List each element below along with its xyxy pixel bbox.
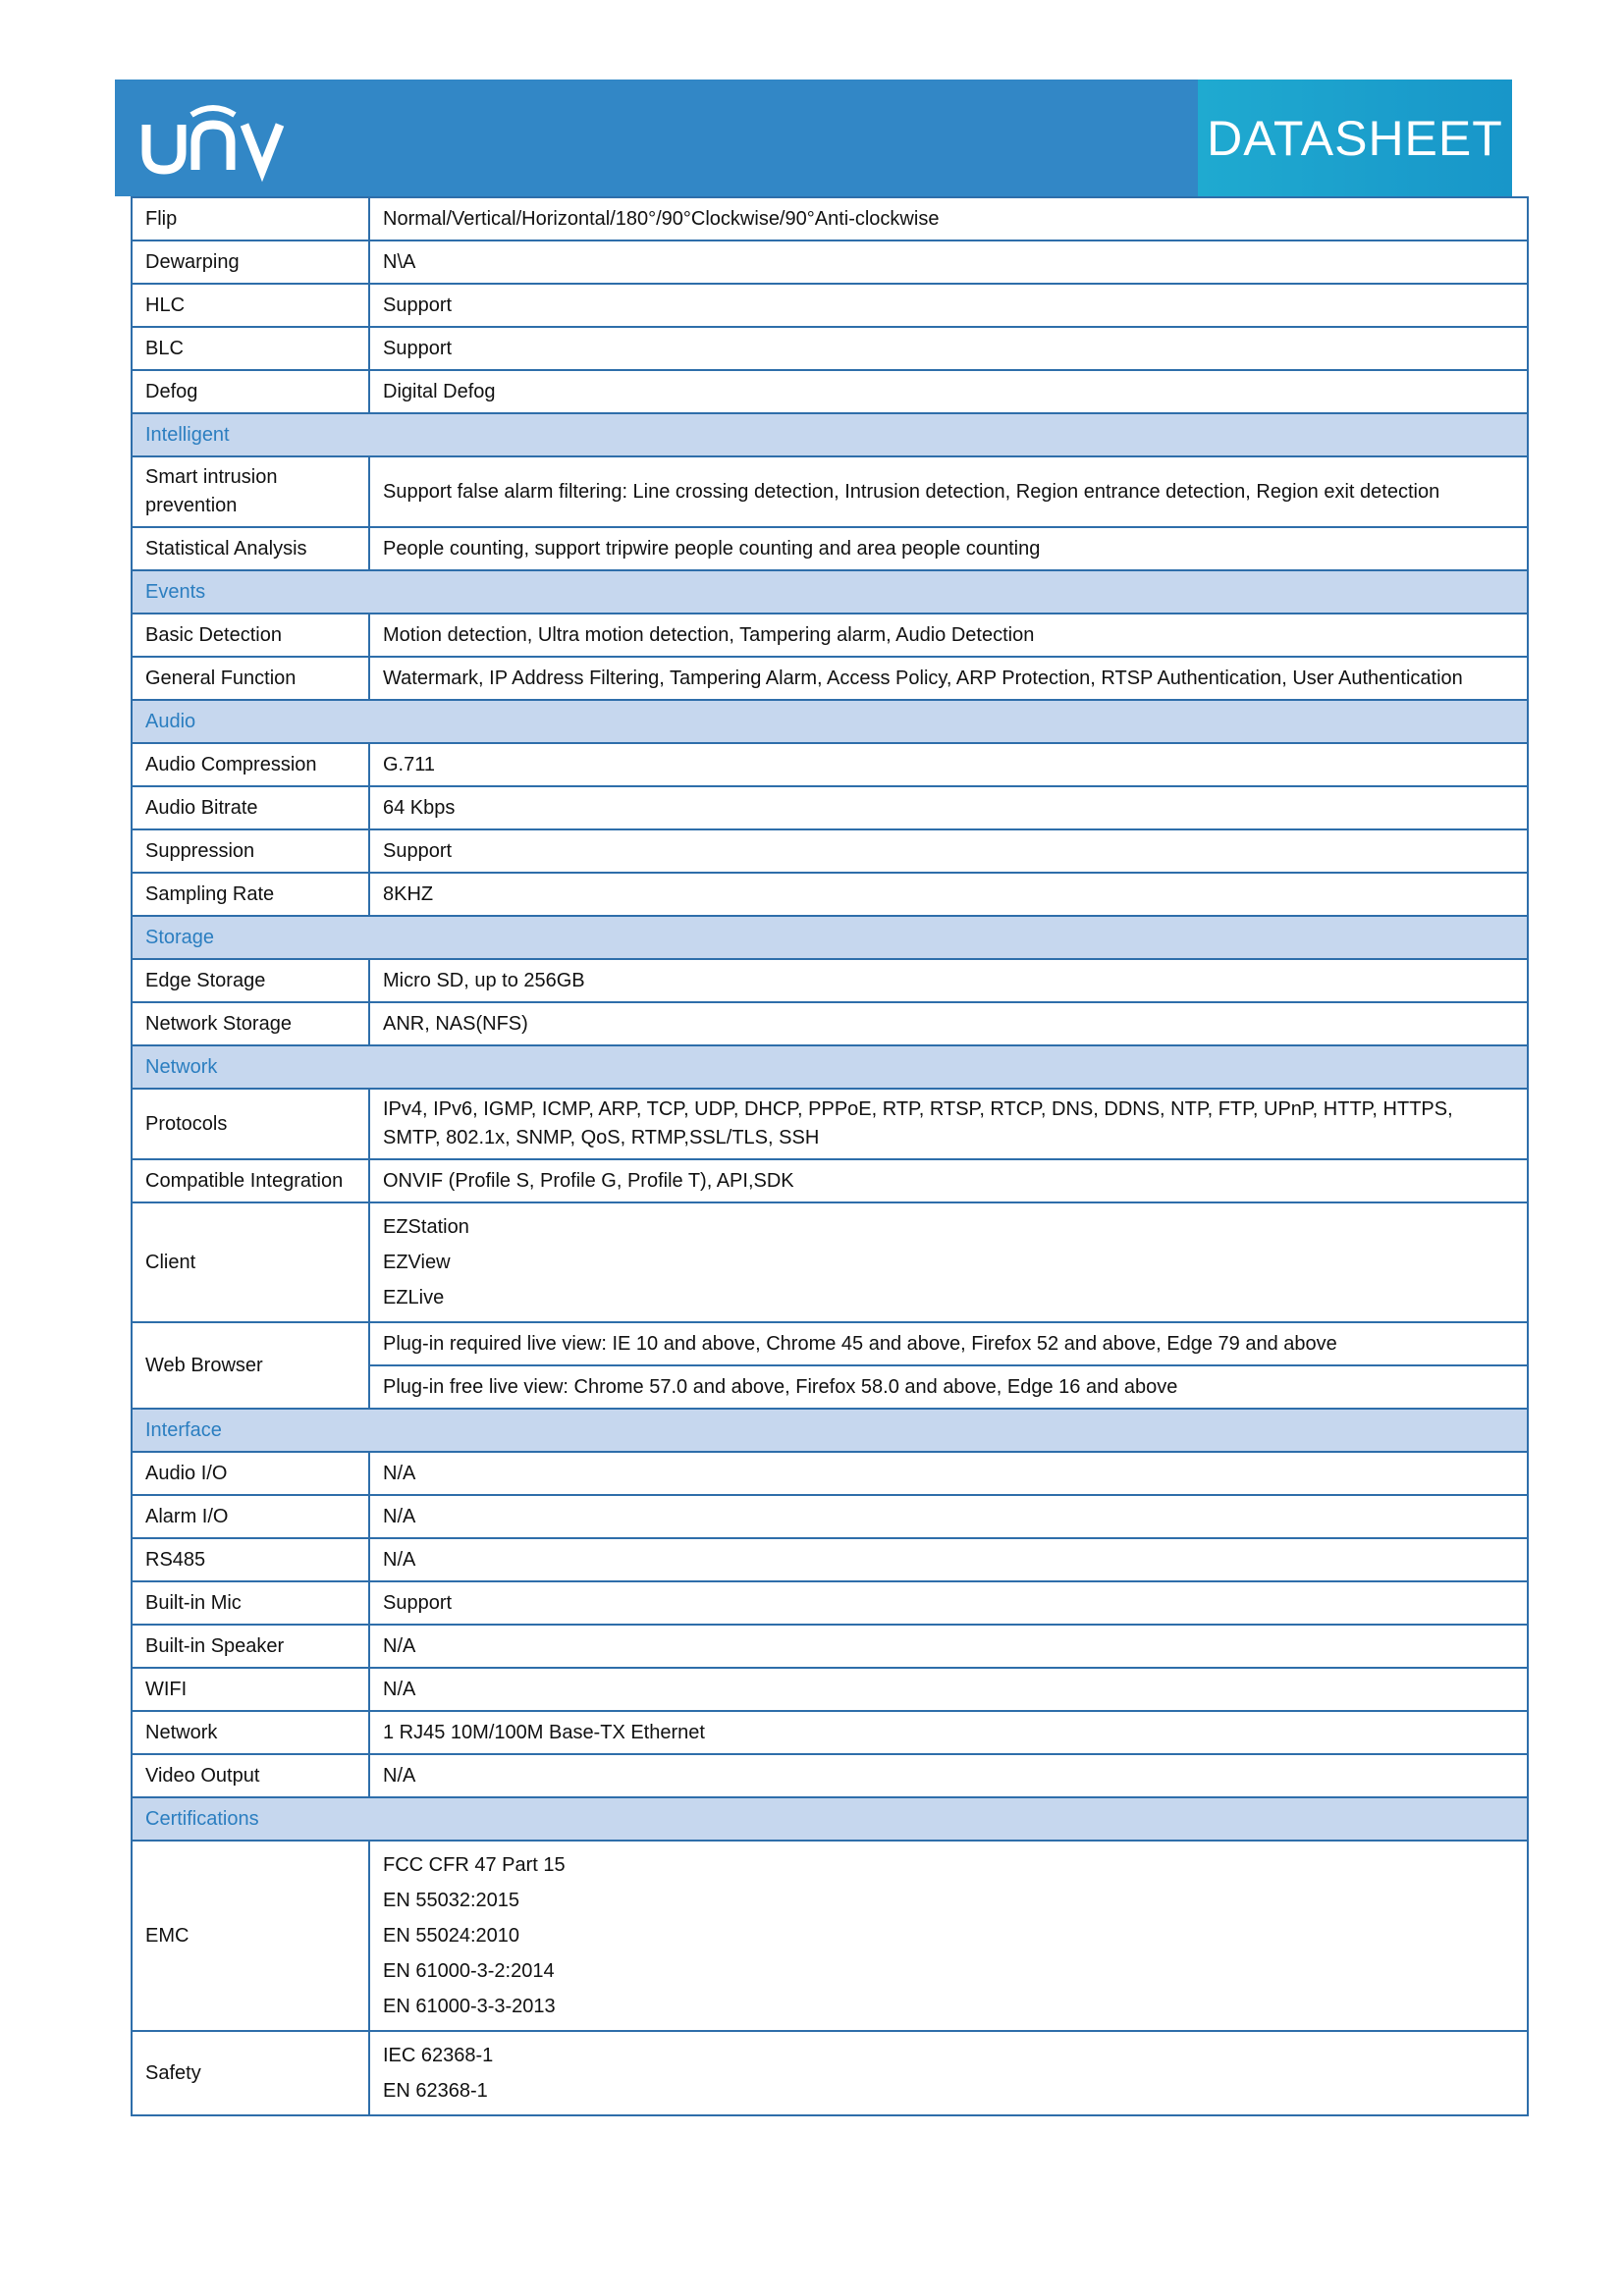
spec-label: Safety bbox=[132, 2031, 369, 2115]
spec-value: Micro SD, up to 256GB bbox=[369, 959, 1528, 1002]
spec-label: EMC bbox=[132, 1841, 369, 2031]
spec-value: N/A bbox=[369, 1452, 1528, 1495]
spec-label: Audio I/O bbox=[132, 1452, 369, 1495]
spec-value: ANR, NAS(NFS) bbox=[369, 1002, 1528, 1045]
table-row bbox=[132, 657, 1528, 700]
spec-label: Web Browser bbox=[132, 1322, 369, 1409]
spec-label: Built-in Mic bbox=[132, 1581, 369, 1625]
table-row bbox=[132, 1002, 1528, 1045]
unv-logo bbox=[135, 97, 292, 187]
table-row bbox=[132, 1322, 1528, 1365]
spec-label: Statistical Analysis bbox=[132, 527, 369, 570]
list-item: EN 62368-1 bbox=[383, 2080, 488, 2102]
spec-value: Plug-in free live view: Chrome 57.0 and above, Firefox 58.0 and above, Edge 16 and above bbox=[369, 1365, 1528, 1409]
list-item: EZLive bbox=[383, 1287, 445, 1308]
spec-label: General Function bbox=[132, 657, 369, 700]
list-item: EN 61000-3-2:2014 bbox=[383, 1960, 555, 1982]
spec-label: Edge Storage bbox=[132, 959, 369, 1002]
table-row bbox=[132, 1159, 1528, 1202]
spec-label: Defog bbox=[132, 370, 369, 413]
spec-value-list bbox=[369, 2031, 1528, 2115]
spec-value: Support bbox=[369, 327, 1528, 370]
table-row bbox=[132, 1625, 1528, 1668]
section-title: Network bbox=[132, 1045, 1528, 1089]
spec-value: Watermark, IP Address Filtering, Tampering Alarm, Access Policy, ARP Protection, RTSP Authentication, User Authentication bbox=[369, 657, 1528, 700]
datasheet-header bbox=[115, 80, 1512, 196]
section-header-audio bbox=[132, 700, 1528, 743]
table-row bbox=[132, 873, 1528, 916]
spec-label: Network Storage bbox=[132, 1002, 369, 1045]
table-row bbox=[132, 1841, 1528, 2031]
spec-label: Video Output bbox=[132, 1754, 369, 1797]
section-title: Interface bbox=[132, 1409, 1528, 1452]
spec-value: IPv4, IPv6, IGMP, ICMP, ARP, TCP, UDP, DHCP, PPPoE, RTP, RTSP, RTCP, DNS, DDNS, NTP, FTP, UPnP, HTTP, HTTPS, SMTP, 802.1x, SNMP, QoS, RTMP,SSL/TLS, SSH bbox=[369, 1089, 1528, 1159]
spec-label: Audio Compression bbox=[132, 743, 369, 786]
spec-value: Support bbox=[369, 1581, 1528, 1625]
spec-table bbox=[131, 196, 1529, 2116]
spec-label: BLC bbox=[132, 327, 369, 370]
spec-label: Compatible Integration bbox=[132, 1159, 369, 1202]
spec-label: Audio Bitrate bbox=[132, 786, 369, 829]
spec-value: N/A bbox=[369, 1625, 1528, 1668]
spec-label: Flip bbox=[132, 197, 369, 240]
spec-value: N\A bbox=[369, 240, 1528, 284]
spec-label: Sampling Rate bbox=[132, 873, 369, 916]
table-row bbox=[132, 786, 1528, 829]
spec-label: Protocols bbox=[132, 1089, 369, 1159]
datasheet-label: DATASHEET bbox=[1207, 110, 1503, 166]
table-row bbox=[132, 197, 1528, 240]
table-row bbox=[132, 743, 1528, 786]
list-item: EN 55032:2015 bbox=[383, 1890, 520, 1911]
list-item: EZStation bbox=[383, 1216, 469, 1238]
table-row bbox=[132, 1754, 1528, 1797]
spec-value: People counting, support tripwire people counting and area people counting bbox=[369, 527, 1528, 570]
table-row bbox=[132, 829, 1528, 873]
section-title: Audio bbox=[132, 700, 1528, 743]
spec-value-list bbox=[369, 1202, 1528, 1322]
spec-value: ONVIF (Profile S, Profile G, Profile T), API,SDK bbox=[369, 1159, 1528, 1202]
table-row bbox=[132, 284, 1528, 327]
table-row bbox=[132, 1668, 1528, 1711]
spec-label: Built-in Speaker bbox=[132, 1625, 369, 1668]
spec-value: Plug-in required live view: IE 10 and above, Chrome 45 and above, Firefox 52 and above, Edge 79 and above bbox=[369, 1322, 1528, 1365]
spec-value: Normal/Vertical/Horizontal/180°/90°Clockwise/90°Anti-clockwise bbox=[369, 197, 1528, 240]
table-row bbox=[132, 959, 1528, 1002]
table-row bbox=[132, 456, 1528, 527]
section-title: Storage bbox=[132, 916, 1528, 959]
table-row bbox=[132, 1452, 1528, 1495]
list-item: EN 55024:2010 bbox=[383, 1925, 520, 1947]
datasheet-label-box bbox=[1198, 80, 1512, 196]
table-row bbox=[132, 2031, 1528, 2115]
spec-value: Support false alarm filtering: Line crossing detection, Intrusion detection, Region entrance detection, Region exit detection bbox=[369, 456, 1528, 527]
spec-label: Dewarping bbox=[132, 240, 369, 284]
section-header-events bbox=[132, 570, 1528, 614]
spec-label: Suppression bbox=[132, 829, 369, 873]
list-item: EN 61000-3-3-2013 bbox=[383, 1996, 556, 2017]
spec-value: Digital Defog bbox=[369, 370, 1528, 413]
spec-value: Support bbox=[369, 284, 1528, 327]
section-title: Certifications bbox=[132, 1797, 1528, 1841]
table-row bbox=[132, 240, 1528, 284]
section-title: Events bbox=[132, 570, 1528, 614]
spec-value: N/A bbox=[369, 1754, 1528, 1797]
table-row bbox=[132, 370, 1528, 413]
table-row bbox=[132, 614, 1528, 657]
section-header-network bbox=[132, 1045, 1528, 1089]
spec-value: 1 RJ45 10M/100M Base-TX Ethernet bbox=[369, 1711, 1528, 1754]
spec-label: RS485 bbox=[132, 1538, 369, 1581]
list-item: FCC CFR 47 Part 15 bbox=[383, 1854, 566, 1876]
spec-label: HLC bbox=[132, 284, 369, 327]
table-row bbox=[132, 527, 1528, 570]
spec-label: Client bbox=[132, 1202, 369, 1322]
spec-label: Basic Detection bbox=[132, 614, 369, 657]
table-row bbox=[132, 1089, 1528, 1159]
table-row bbox=[132, 1711, 1528, 1754]
section-header-storage bbox=[132, 916, 1528, 959]
list-item: EZView bbox=[383, 1252, 451, 1273]
spec-value: N/A bbox=[369, 1495, 1528, 1538]
table-row bbox=[132, 327, 1528, 370]
table-row bbox=[132, 1202, 1528, 1322]
table-row bbox=[132, 1538, 1528, 1581]
section-header-certifications bbox=[132, 1797, 1528, 1841]
spec-label: WIFI bbox=[132, 1668, 369, 1711]
section-title: Intelligent bbox=[132, 413, 1528, 456]
spec-value: G.711 bbox=[369, 743, 1528, 786]
spec-value-list bbox=[369, 1841, 1528, 2031]
spec-label: Network bbox=[132, 1711, 369, 1754]
spec-value: N/A bbox=[369, 1538, 1528, 1581]
spec-value: N/A bbox=[369, 1668, 1528, 1711]
spec-value: Support bbox=[369, 829, 1528, 873]
table-row bbox=[132, 1581, 1528, 1625]
section-header-interface bbox=[132, 1409, 1528, 1452]
table-row bbox=[132, 1495, 1528, 1538]
section-header-intelligent bbox=[132, 413, 1528, 456]
spec-label: Smart intrusion prevention bbox=[132, 456, 369, 527]
list-item: IEC 62368-1 bbox=[383, 2045, 494, 2066]
spec-value: 8KHZ bbox=[369, 873, 1528, 916]
spec-label: Alarm I/O bbox=[132, 1495, 369, 1538]
spec-value: Motion detection, Ultra motion detection, Tampering alarm, Audio Detection bbox=[369, 614, 1528, 657]
spec-value: 64 Kbps bbox=[369, 786, 1528, 829]
